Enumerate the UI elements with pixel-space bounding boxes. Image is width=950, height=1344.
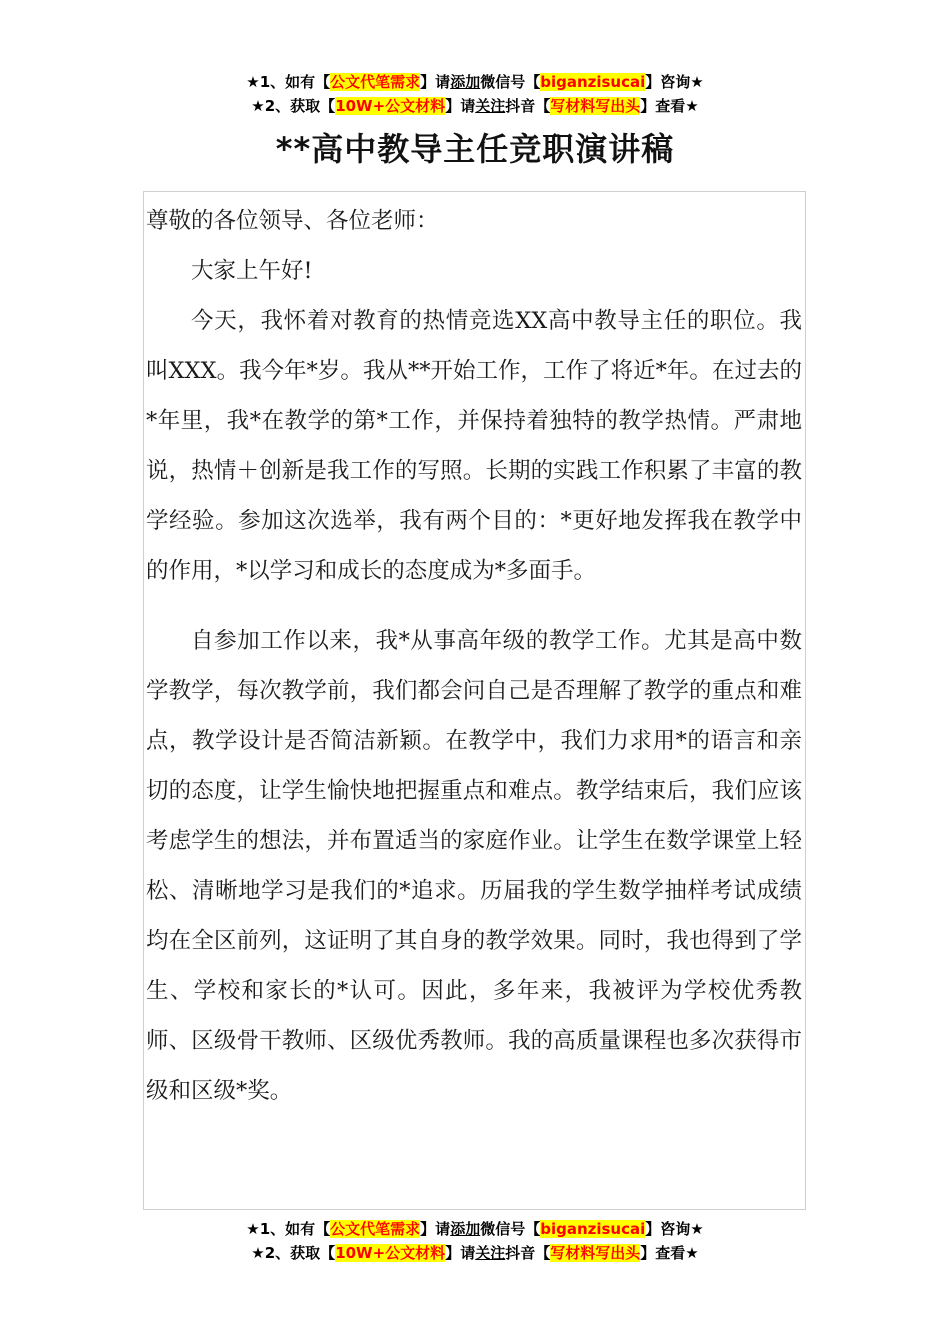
promo-underline: 添加 — [450, 1220, 481, 1238]
document-title: **高中教导主任竞职演讲稿 — [275, 130, 675, 168]
promo-underline: 关注 — [475, 1244, 506, 1262]
promo-underline: 关注 — [475, 97, 506, 115]
promo-highlight: 10W+公文材料 — [335, 1244, 446, 1262]
promo-text: 】咨询★ — [645, 73, 704, 91]
promo-line-2 — [0, 1241, 950, 1265]
promo-text: 抖音【 — [505, 1244, 551, 1262]
promo-highlight: 公文代笔需求 — [330, 73, 421, 91]
promo-text: 微信号【 — [480, 1220, 541, 1238]
promo-text: ★1、如有【 — [246, 73, 331, 91]
promo-line-2 — [0, 94, 950, 118]
salutation: 尊敬的各位领导、各位老师： — [146, 208, 439, 234]
greeting: 大家上午好! — [191, 258, 313, 284]
promo-text: 】咨询★ — [645, 1220, 704, 1238]
promo-text: 】请 — [420, 73, 451, 91]
promo-highlight: 写材料写出头 — [550, 1244, 641, 1262]
promo-highlight: 公文代笔需求 — [330, 1220, 421, 1238]
paragraph-1: 今天，我怀着对教育的热情竞选XX高中教导主任的职位。我叫XXX。我今年*岁。我从**开始工作，工作了将近*年。在过去的*年里，我*在教学的第*工作，并保持着独特的教学热情。严肃地说，热情＋创新是我工作的写照。长期的实践工作积累了丰富的教学经验。参加这次选举，我有两个目的：*更好地发挥我在教学中的作用，*以学习和成长的态度成为*多面手。 — [146, 308, 802, 584]
paragraph-gap — [146, 596, 802, 616]
promo-footer — [0, 1217, 950, 1265]
promo-highlight: biganzisucai — [540, 1220, 646, 1238]
paragraph-2: 自参加工作以来，我*从事高年级的教学工作。尤其是高中数学教学，每次教学前，我们都会问自己是否理解了教学的重点和难点，教学设计是否简洁新颖。在教学中，我们力求用*的语言和亲切的态度，让学生愉快地把握重点和难点。教学结束后，我们应该考虑学生的想法，并布置适当的家庭作业。让学生在数学课堂上轻松、清晰地学习是我们的*追求。历届我的学生数学抽样考试成绩均在全区前列，这证明了其自身的教学效果。同时，我也得到了学生、学校和家长的*认可。因此，多年来，我被评为学校优秀教师、区级骨干教师、区级优秀教师。我的高质量课程也多次获得市级和区级*奖。 — [146, 628, 802, 1104]
promo-highlight: biganzisucai — [540, 73, 646, 91]
promo-text: 】请 — [420, 1220, 451, 1238]
promo-text: ★2、获取【 — [251, 1244, 336, 1262]
promo-highlight: 10W+公文材料 — [335, 97, 446, 115]
promo-text: 】请 — [445, 97, 476, 115]
promo-text: 】请 — [445, 1244, 476, 1262]
promo-text: 】查看★ — [640, 97, 699, 115]
promo-text: ★2、获取【 — [251, 97, 336, 115]
promo-line-1 — [0, 70, 950, 94]
promo-line-1 — [0, 1217, 950, 1241]
promo-text: ★1、如有【 — [246, 1220, 331, 1238]
promo-header — [0, 70, 950, 118]
promo-highlight: 写材料写出头 — [550, 97, 641, 115]
promo-text: 微信号【 — [480, 73, 541, 91]
promo-underline: 添加 — [450, 73, 481, 91]
promo-text: 抖音【 — [505, 97, 551, 115]
promo-text: 】查看★ — [640, 1244, 699, 1262]
document-body — [146, 196, 802, 1116]
